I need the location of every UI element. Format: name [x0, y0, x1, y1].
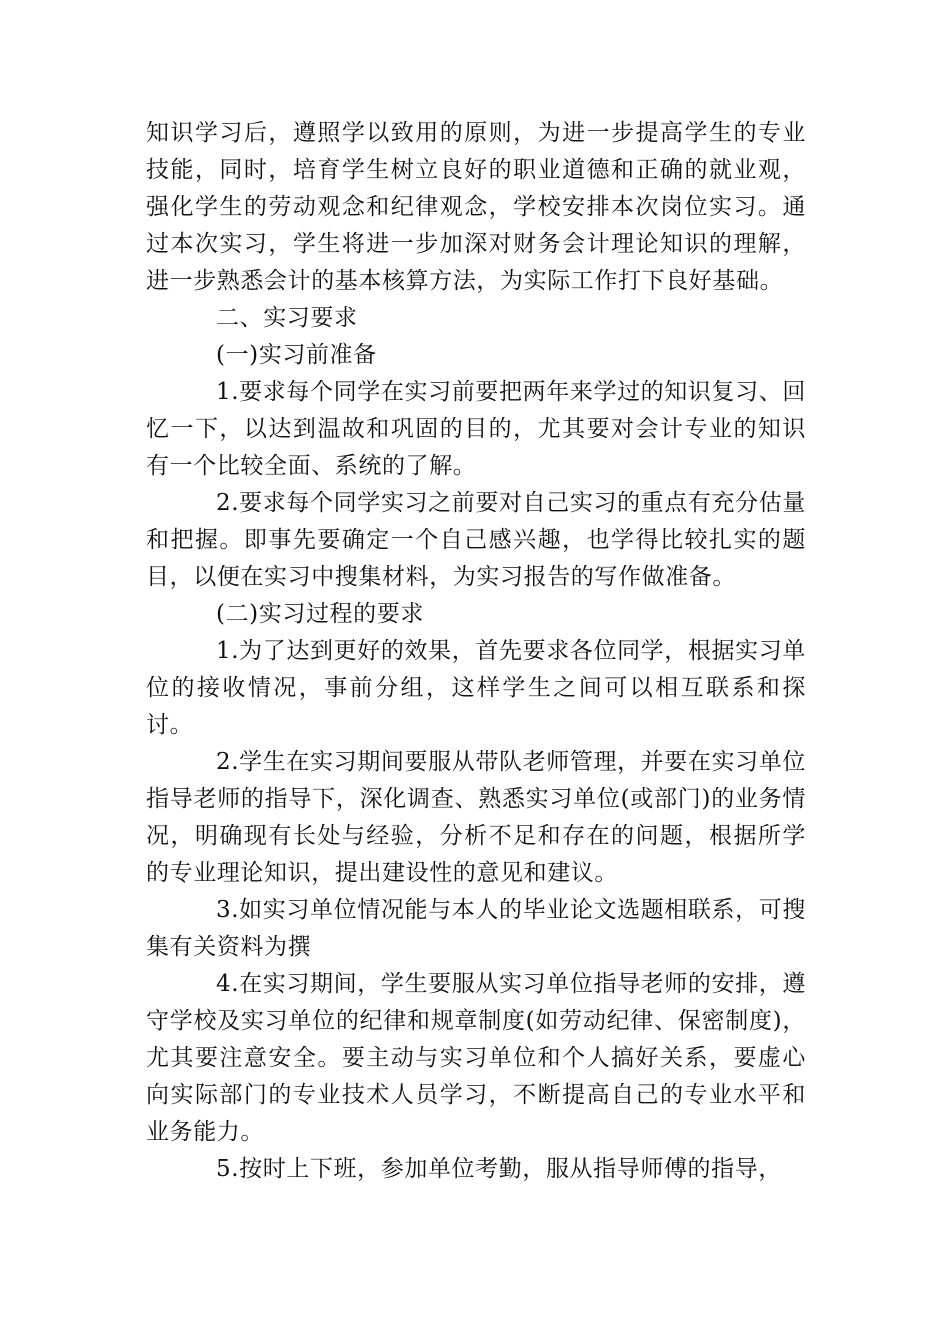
paragraph-process-item-4: 4.在实习期间，学生要服从实习单位指导老师的安排，遵守学校及实习单位的纪律和规章制度(如劳动纪律、保密制度)，尤其要注意安全。要主动与实习单位和个人搞好关系，要虚心向实际部门的专业技术人员学习，不断提高自己的专业水平和业务能力。	[146, 971, 806, 1145]
subsection-heading-preparation: (一)实习前准备	[216, 342, 377, 368]
document-body	[146, 115, 806, 1188]
subsection-heading-process: (二)实习过程的要求	[216, 601, 424, 627]
section-heading-requirements: 二、实习要求	[216, 305, 358, 331]
paragraph-prep-item-2: 2.要求每个同学实习之前要对自己实习的重点有充分估量和把握。即事先要确定一个自己感兴趣，也学得比较扎实的题目，以便在实习中搜集材料，为实习报告的写作做准备。	[146, 490, 806, 590]
paragraph-process-item-3: 3.如实习单位情况能与本人的毕业论文选题相联系，可搜集有关资料为撰	[146, 897, 806, 960]
paragraph-continuation: 知识学习后，遵照学以致用的原则，为进一步提高学生的专业技能，同时，培育学生树立良好的职业道德和正确的就业观，强化学生的劳动观念和纪律观念，学校安排本次岗位实习。通过本次实习，学生将进一步加深对财务会计理论知识的理解，进一步熟悉会计的基本核算方法，为实际工作打下良好基础。	[146, 120, 806, 294]
paragraph-process-item-2: 2.学生在实习期间要服从带队老师管理，并要在实习单位指导老师的指导下，深化调查、熟悉实习单位(或部门)的业务情况，明确现有长处与经验，分析不足和存在的问题，根据所学的专业理论知识，提出建设性的意见和建议。	[146, 749, 806, 886]
paragraph-process-item-5: 5.按时上下班，参加单位考勤，服从指导师傅的指导，	[216, 1156, 782, 1182]
paragraph-prep-item-1: 1.要求每个同学在实习前要把两年来学过的知识复习、回忆一下，以达到温故和巩固的目的，尤其要对会计专业的知识有一个比较全面、系统的了解。	[146, 379, 806, 479]
paragraph-process-item-1: 1.为了达到更好的效果，首先要求各位同学，根据实习单位的接收情况，事前分组，这样学生之间可以相互联系和探讨。	[146, 638, 806, 738]
